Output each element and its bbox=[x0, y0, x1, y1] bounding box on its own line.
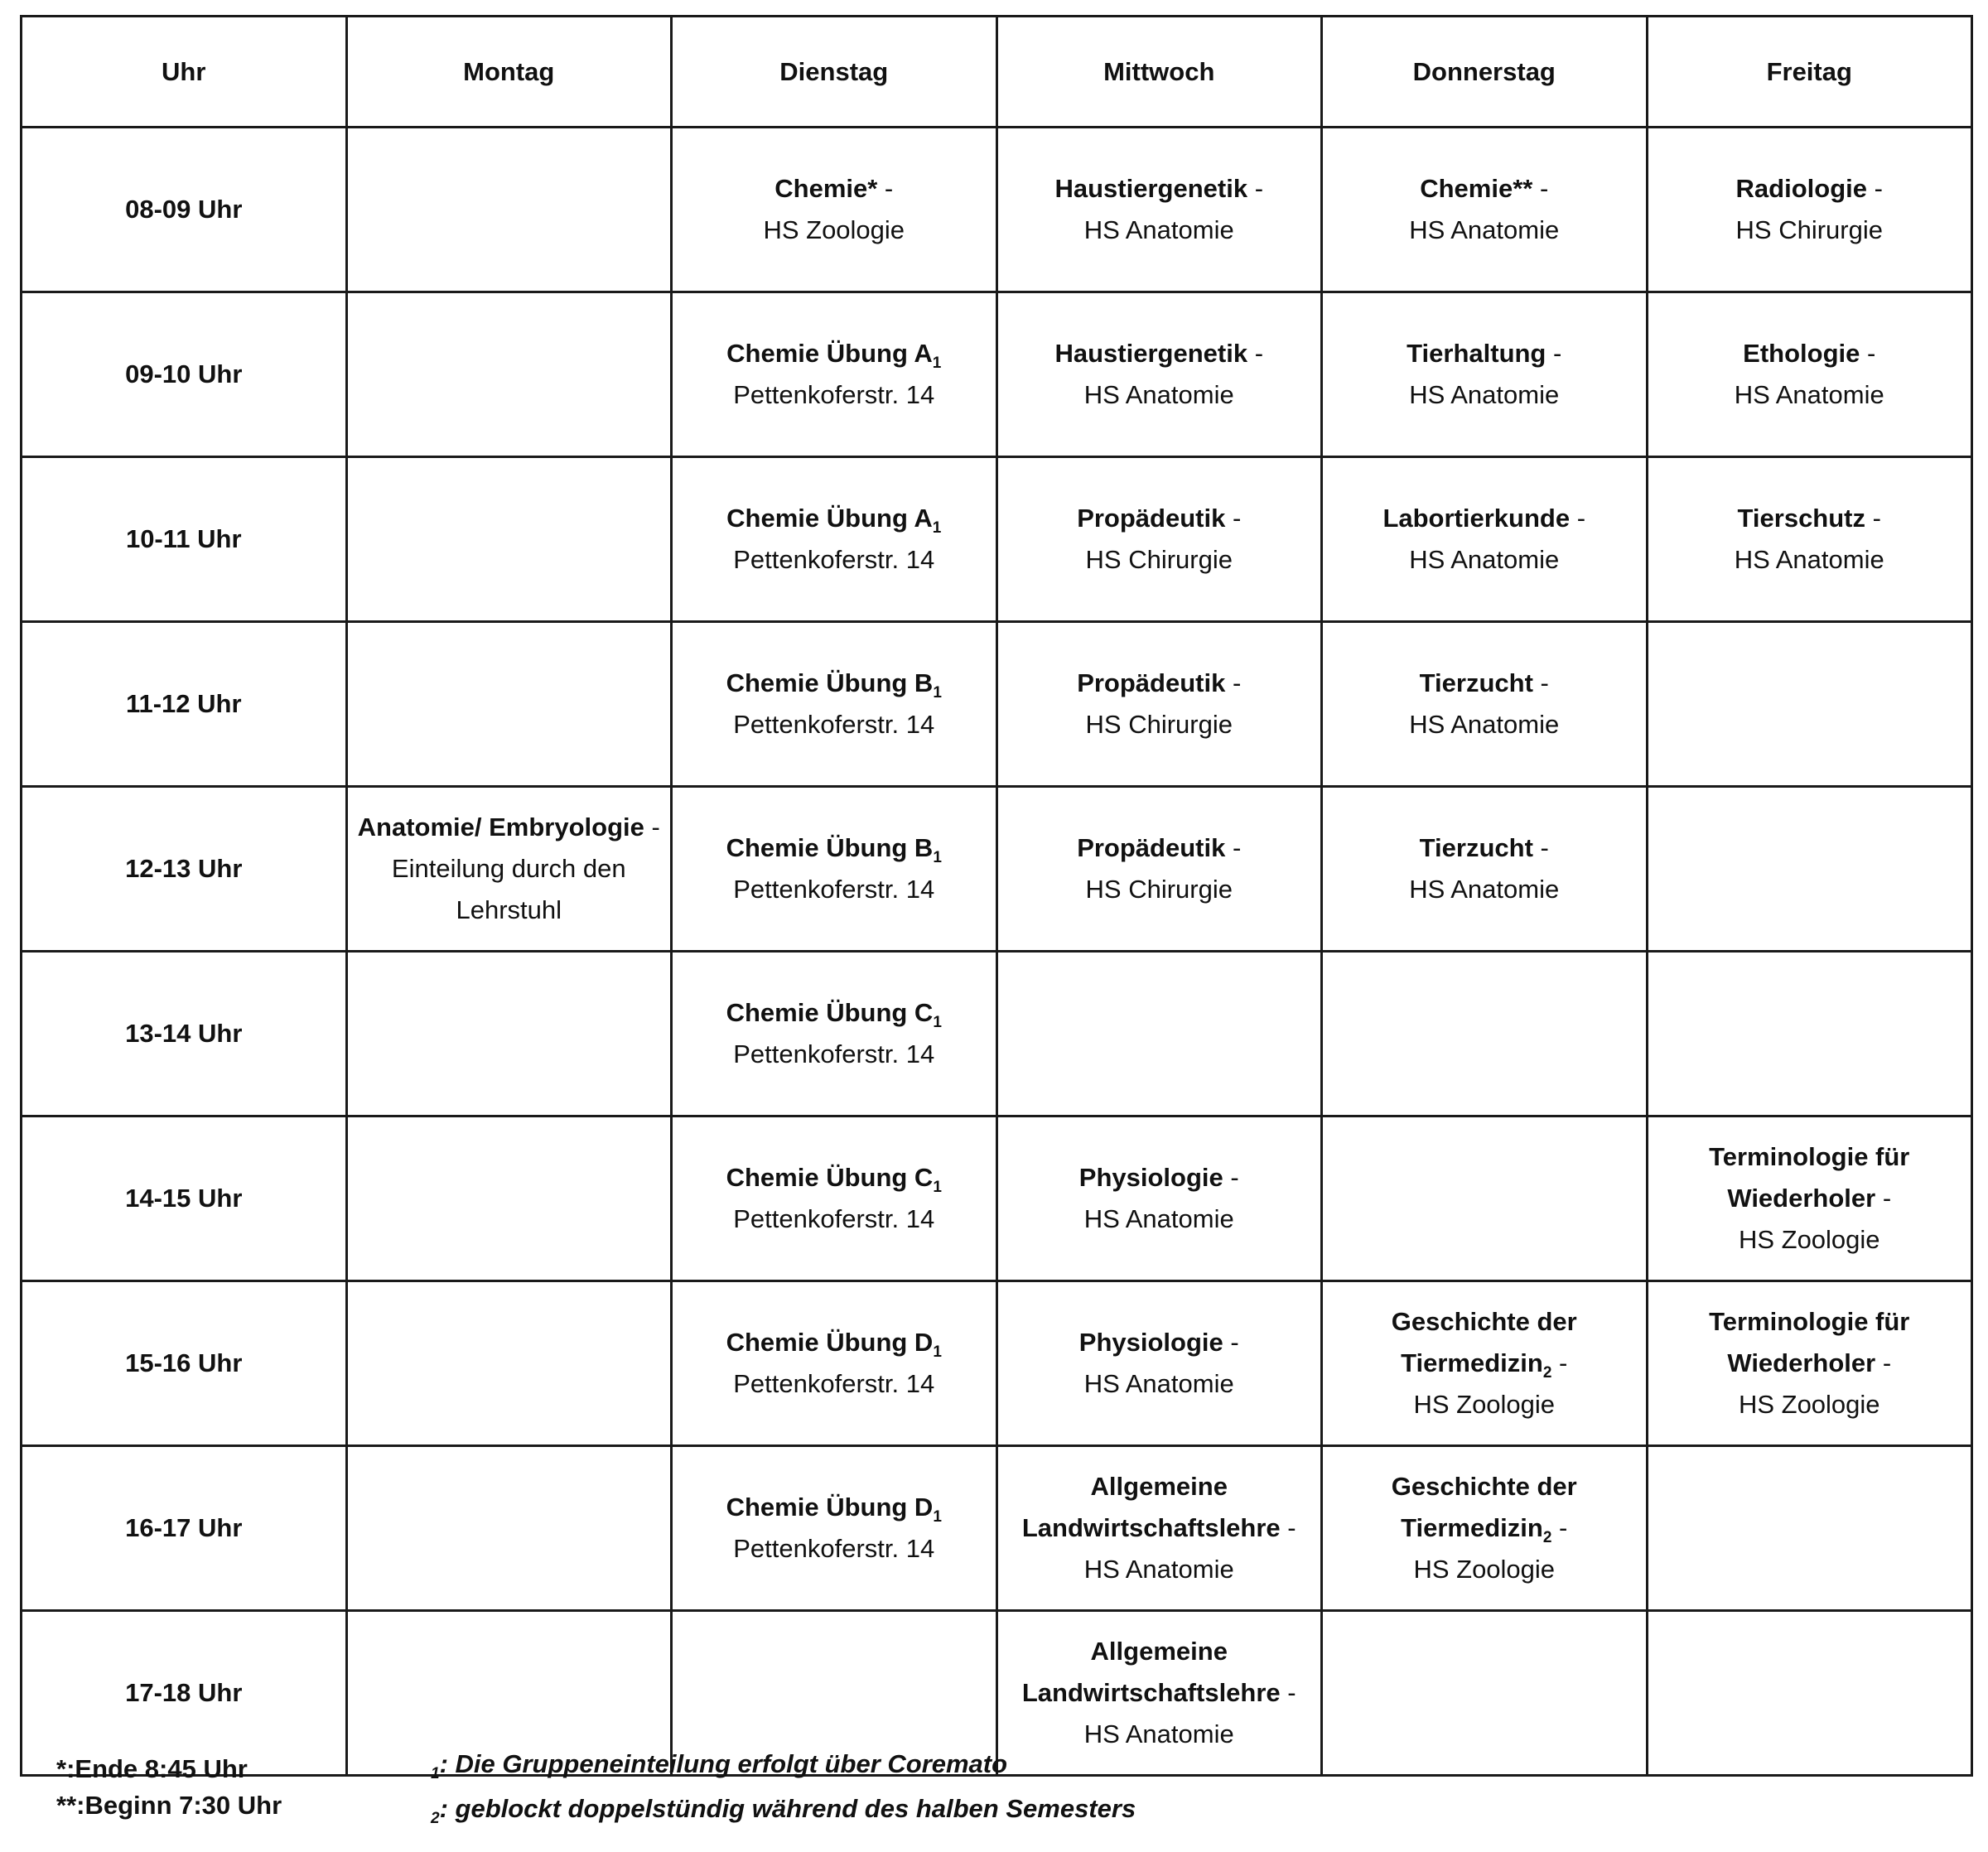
course-room: HS Chirurgie bbox=[1085, 545, 1233, 574]
separator-dash: - bbox=[884, 174, 894, 203]
course-title-line bbox=[1653, 1301, 1966, 1384]
course-title: Physiologie bbox=[1078, 1163, 1223, 1192]
footnote-marker: 1 bbox=[933, 1179, 942, 1197]
schedule-cell bbox=[1647, 128, 1972, 292]
timetable bbox=[20, 15, 1973, 1777]
footnote-marker: 2 bbox=[1542, 1529, 1552, 1547]
separator-dash: - bbox=[1540, 833, 1549, 862]
course-title: Ethologie bbox=[1743, 339, 1860, 368]
time-slot: 13-14 Uhr bbox=[22, 952, 347, 1117]
time-slot: 11-12 Uhr bbox=[22, 622, 347, 787]
course-title: Terminologie für Wiederholer bbox=[1709, 1307, 1910, 1377]
course-title: Chemie Übung B bbox=[726, 833, 934, 862]
table-row bbox=[22, 622, 1972, 787]
schedule-cell bbox=[672, 1281, 997, 1446]
course-room: HS Chirurgie bbox=[1085, 875, 1233, 904]
time-slot: 16-17 Uhr bbox=[22, 1446, 347, 1611]
course-title: Physiologie bbox=[1078, 1328, 1223, 1357]
schedule-cell bbox=[672, 128, 997, 292]
separator-dash: - bbox=[1872, 504, 1881, 533]
course-title-line bbox=[1328, 827, 1641, 869]
table-row bbox=[22, 1446, 1972, 1611]
schedule-cell bbox=[1322, 1611, 1648, 1776]
course-title-line bbox=[1653, 333, 1966, 374]
schedule-cell bbox=[672, 457, 997, 622]
course-title: Chemie Übung D bbox=[726, 1493, 934, 1522]
course-room: HS Anatomie bbox=[1083, 1719, 1234, 1748]
schedule-cell bbox=[672, 787, 997, 952]
course-room: Pettenkoferstr. 14 bbox=[733, 1039, 935, 1068]
course-title-line bbox=[1328, 333, 1641, 374]
course-room: HS Anatomie bbox=[1409, 875, 1560, 904]
table-row bbox=[22, 787, 1972, 952]
schedule-cell bbox=[346, 1281, 672, 1446]
separator-dash: - bbox=[1232, 504, 1242, 533]
course-title: Chemie Übung C bbox=[726, 998, 934, 1027]
course-room: HS Chirurgie bbox=[1735, 215, 1883, 244]
course-title: Chemie* bbox=[774, 174, 878, 203]
course-room: HS Chirurgie bbox=[1085, 710, 1233, 739]
schedule-cell bbox=[346, 128, 672, 292]
schedule-cell bbox=[996, 1281, 1322, 1446]
schedule-cell bbox=[672, 292, 997, 457]
course-title: Haustiergenetik bbox=[1054, 339, 1248, 368]
course-title: Propädeutik bbox=[1077, 833, 1226, 862]
schedule-cell bbox=[1322, 1281, 1648, 1446]
course-title-line bbox=[1653, 498, 1966, 539]
separator-dash: - bbox=[1882, 1184, 1892, 1213]
table-row bbox=[22, 1117, 1972, 1281]
separator-dash: - bbox=[1867, 339, 1876, 368]
footnote-block-schedule bbox=[431, 1794, 1136, 1828]
footnote-marker: 1 bbox=[933, 849, 942, 867]
course-room: HS Anatomie bbox=[1083, 1555, 1234, 1584]
schedule-cell bbox=[346, 1446, 672, 1611]
separator-dash: - bbox=[1559, 1348, 1568, 1377]
course-title-line bbox=[678, 333, 991, 374]
separator-dash: - bbox=[1882, 1348, 1892, 1377]
course-title: Geschichte der Tiermedizin bbox=[1391, 1472, 1577, 1542]
course-room: HS Anatomie bbox=[1083, 1204, 1234, 1233]
schedule-cell bbox=[346, 952, 672, 1117]
schedule-cell bbox=[1322, 128, 1648, 292]
footnote-marker: 1 bbox=[933, 684, 942, 702]
schedule-cell bbox=[1322, 1446, 1648, 1611]
separator-dash: - bbox=[1874, 174, 1883, 203]
course-title: Tierschutz bbox=[1737, 504, 1866, 533]
table-row bbox=[22, 457, 1972, 622]
course-title-line bbox=[678, 498, 991, 539]
course-room: Pettenkoferstr. 14 bbox=[733, 710, 935, 739]
course-room: HS Anatomie bbox=[1409, 710, 1560, 739]
course-title: Labortierkunde bbox=[1382, 504, 1571, 533]
course-title-line bbox=[1003, 1631, 1316, 1714]
schedule-cell bbox=[346, 457, 672, 622]
separator-dash: - bbox=[1559, 1513, 1568, 1542]
course-title-line bbox=[678, 992, 991, 1034]
footnote-star1: *:Ende 8:45 Uhr bbox=[56, 1754, 248, 1783]
course-title-line bbox=[1328, 168, 1641, 210]
table-row bbox=[22, 952, 1972, 1117]
time-slot: 15-16 Uhr bbox=[22, 1281, 347, 1446]
course-room: Einteilung durch den Lehrstuhl bbox=[391, 854, 626, 924]
schedule-cell bbox=[1647, 787, 1972, 952]
course-room: Pettenkoferstr. 14 bbox=[733, 875, 935, 904]
schedule-cell bbox=[996, 952, 1322, 1117]
footnote-marker: 1 bbox=[933, 1014, 942, 1032]
separator-dash: - bbox=[1539, 174, 1549, 203]
course-title: Chemie Übung C bbox=[726, 1163, 934, 1192]
footnote-marker-2: 2 bbox=[431, 1810, 440, 1828]
course-title: Chemie Übung D bbox=[726, 1328, 934, 1357]
course-title: Propädeutik bbox=[1077, 668, 1226, 697]
course-title-line bbox=[1328, 1301, 1641, 1384]
course-title-line bbox=[678, 827, 991, 869]
header-montag: Montag bbox=[346, 17, 672, 128]
schedule-cell bbox=[1322, 292, 1648, 457]
course-title-line bbox=[1003, 1157, 1316, 1198]
footnote-marker: 1 bbox=[932, 354, 942, 373]
schedule-cell bbox=[1322, 787, 1648, 952]
schedule-cell bbox=[1647, 292, 1972, 457]
schedule-cell bbox=[1647, 952, 1972, 1117]
header-freitag: Freitag bbox=[1647, 17, 1972, 128]
footnote-marker: 1 bbox=[932, 519, 942, 538]
course-room: Pettenkoferstr. 14 bbox=[733, 380, 935, 409]
footnote-block-schedule-text: : geblockt doppelstündig während des halben Semesters bbox=[439, 1794, 1136, 1823]
schedule-cell bbox=[1322, 1117, 1648, 1281]
schedule-cell bbox=[996, 622, 1322, 787]
course-room: HS Zoologie bbox=[1413, 1390, 1556, 1419]
time-slot: 12-13 Uhr bbox=[22, 787, 347, 952]
course-room: HS Anatomie bbox=[1409, 215, 1560, 244]
course-title: Anatomie/ Embryologie bbox=[357, 813, 644, 842]
schedule-cell bbox=[996, 1611, 1322, 1776]
course-room: HS Anatomie bbox=[1734, 545, 1884, 574]
schedule-cell bbox=[1647, 1281, 1972, 1446]
course-room: HS Anatomie bbox=[1734, 380, 1884, 409]
course-title-line bbox=[678, 1487, 991, 1528]
course-title: Allgemeine Landwirtschaftslehre bbox=[1021, 1472, 1281, 1542]
schedule-cell bbox=[346, 787, 672, 952]
course-title: Tierhaltung bbox=[1407, 339, 1546, 368]
schedule-cell bbox=[672, 1446, 997, 1611]
time-slot: 17-18 Uhr bbox=[22, 1611, 347, 1776]
schedule-cell bbox=[1647, 622, 1972, 787]
schedule-cell bbox=[346, 1117, 672, 1281]
time-slot: 10-11 Uhr bbox=[22, 457, 347, 622]
course-title-line bbox=[1328, 1466, 1641, 1549]
course-room: HS Anatomie bbox=[1083, 380, 1234, 409]
course-title: Terminologie für Wiederholer bbox=[1709, 1142, 1910, 1213]
header-donnerstag: Donnerstag bbox=[1322, 17, 1648, 128]
schedule-cell bbox=[996, 787, 1322, 952]
time-slot: 09-10 Uhr bbox=[22, 292, 347, 457]
course-title-line bbox=[1003, 663, 1316, 704]
separator-dash: - bbox=[1232, 668, 1242, 697]
schedule-cell bbox=[996, 1117, 1322, 1281]
course-room: HS Zoologie bbox=[1738, 1390, 1880, 1419]
separator-dash: - bbox=[1230, 1328, 1239, 1357]
footnote-marker: 2 bbox=[1542, 1364, 1552, 1382]
course-room: HS Zoologie bbox=[763, 215, 905, 244]
course-title-line bbox=[678, 1322, 991, 1363]
separator-dash: - bbox=[1232, 833, 1242, 862]
schedule-cell bbox=[1322, 952, 1648, 1117]
course-room: Pettenkoferstr. 14 bbox=[733, 545, 935, 574]
schedule-cell bbox=[1647, 1446, 1972, 1611]
schedule-cell bbox=[346, 292, 672, 457]
course-room: HS Zoologie bbox=[1413, 1555, 1556, 1584]
course-title: Chemie Übung B bbox=[726, 668, 934, 697]
footnote-marker: 1 bbox=[933, 1508, 942, 1526]
course-title-line bbox=[678, 1157, 991, 1198]
course-title: Allgemeine Landwirtschaftslehre bbox=[1021, 1637, 1281, 1707]
course-room: Pettenkoferstr. 14 bbox=[733, 1204, 935, 1233]
course-room: HS Anatomie bbox=[1409, 380, 1560, 409]
schedule-cell bbox=[672, 952, 997, 1117]
course-title: Propädeutik bbox=[1077, 504, 1226, 533]
schedule-cell bbox=[996, 457, 1322, 622]
footnote-star2: **:Beginn 7:30 Uhr bbox=[56, 1791, 282, 1820]
table-row bbox=[22, 1281, 1972, 1446]
time-slot: 08-09 Uhr bbox=[22, 128, 347, 292]
footnote-group-assignment bbox=[431, 1749, 1007, 1783]
schedule-cell bbox=[672, 1117, 997, 1281]
table-row bbox=[22, 128, 1972, 292]
schedule-cell bbox=[996, 128, 1322, 292]
schedule-cell bbox=[996, 292, 1322, 457]
schedule-cell bbox=[672, 622, 997, 787]
course-title-line bbox=[1003, 498, 1316, 539]
course-title-line bbox=[1003, 1322, 1316, 1363]
header-mittwoch: Mittwoch bbox=[996, 17, 1322, 128]
course-title: Chemie Übung A bbox=[726, 504, 933, 533]
separator-dash: - bbox=[1254, 174, 1264, 203]
schedule-cell bbox=[1647, 1611, 1972, 1776]
schedule-cell bbox=[346, 622, 672, 787]
schedule-cell bbox=[1647, 1117, 1972, 1281]
schedule-cell bbox=[1322, 457, 1648, 622]
separator-dash: - bbox=[1254, 339, 1264, 368]
separator-dash: - bbox=[1287, 1513, 1296, 1542]
footnote-marker: 1 bbox=[933, 1343, 942, 1362]
separator-dash: - bbox=[1553, 339, 1562, 368]
course-title-line bbox=[1003, 827, 1316, 869]
separator-dash: - bbox=[1576, 504, 1586, 533]
course-title-line bbox=[678, 663, 991, 704]
course-title-line bbox=[1003, 168, 1316, 210]
course-title: Haustiergenetik bbox=[1054, 174, 1248, 203]
course-title-line bbox=[1003, 1466, 1316, 1549]
footnote-group-assignment-text: : Die Gruppeneinteilung erfolgt über Coremato bbox=[439, 1749, 1008, 1778]
course-title-line bbox=[1328, 663, 1641, 704]
separator-dash: - bbox=[1287, 1678, 1296, 1707]
header-row bbox=[22, 17, 1972, 128]
course-title-line bbox=[678, 168, 991, 210]
course-room: Pettenkoferstr. 14 bbox=[733, 1534, 935, 1563]
separator-dash: - bbox=[651, 813, 660, 842]
header-time: Uhr bbox=[22, 17, 347, 128]
table-row bbox=[22, 292, 1972, 457]
course-title-line bbox=[1653, 168, 1966, 210]
course-title: Chemie** bbox=[1420, 174, 1533, 203]
course-title-line bbox=[1328, 498, 1641, 539]
course-title-line bbox=[1653, 1136, 1966, 1219]
course-title: Tierzucht bbox=[1419, 833, 1533, 862]
timetable-body bbox=[22, 128, 1972, 1776]
course-room: HS Anatomie bbox=[1409, 545, 1560, 574]
schedule-cell bbox=[1647, 457, 1972, 622]
separator-dash: - bbox=[1230, 1163, 1239, 1192]
footnote-marker-1: 1 bbox=[431, 1765, 440, 1783]
course-title: Tierzucht bbox=[1419, 668, 1533, 697]
course-room: HS Anatomie bbox=[1083, 1369, 1234, 1398]
course-title-line bbox=[1003, 333, 1316, 374]
course-room: Pettenkoferstr. 14 bbox=[733, 1369, 935, 1398]
time-slot: 14-15 Uhr bbox=[22, 1117, 347, 1281]
course-title-line bbox=[353, 807, 666, 848]
course-room: HS Zoologie bbox=[1738, 1225, 1880, 1254]
course-title: Chemie Übung A bbox=[726, 339, 933, 368]
schedule-cell bbox=[996, 1446, 1322, 1611]
header-dienstag: Dienstag bbox=[672, 17, 997, 128]
course-title: Radiologie bbox=[1735, 174, 1867, 203]
course-room: HS Anatomie bbox=[1083, 215, 1234, 244]
course-title: Geschichte der Tiermedizin bbox=[1391, 1307, 1577, 1377]
schedule-cell bbox=[1322, 622, 1648, 787]
separator-dash: - bbox=[1540, 668, 1549, 697]
